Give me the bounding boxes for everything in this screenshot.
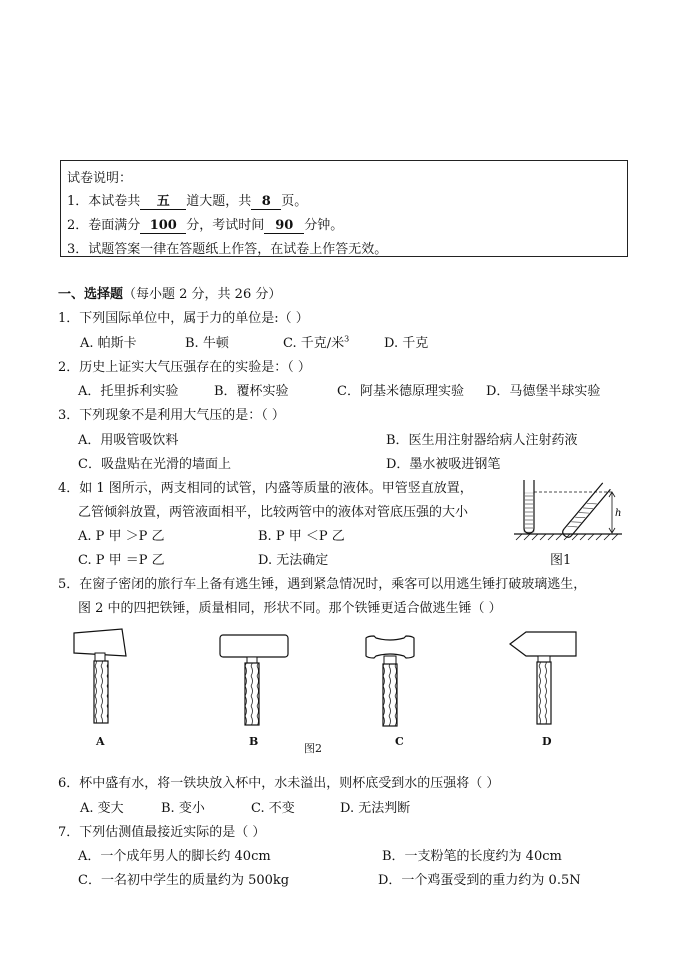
figure-2-caption: 图2 bbox=[304, 742, 322, 755]
exam-time-value: 90 bbox=[264, 219, 304, 234]
question-1-stem: 1．下列国际单位中，属于力的单位是:（ ） bbox=[58, 311, 309, 326]
figure-1-caption: 图1 bbox=[550, 553, 572, 568]
q6-option-c: C. 不变 bbox=[251, 801, 295, 816]
q2-option-d: D．马德堡半球实验 bbox=[486, 384, 601, 399]
q6-option-b: B. 变小 bbox=[161, 801, 205, 816]
total-pages-value: 8 bbox=[251, 195, 281, 210]
hammer-d bbox=[510, 632, 576, 724]
full-score-value: 100 bbox=[140, 219, 186, 234]
q1-option-c: C. 千克/米$^3$ bbox=[283, 334, 350, 351]
question-5-stem-line-1: 5．在窗子密闭的旅行车上备有逃生锤，遇到紧急情况时，乘客可以用逃生锤打破玻璃逃生， bbox=[58, 577, 587, 592]
notice-line-1: 1．本试卷共 五 道大题，共 8 页。 bbox=[67, 194, 308, 209]
question-4-stem-line-2: 乙管倾斜放置，两管液面相平，比较两管中的液体对管底压强的大小 bbox=[78, 505, 469, 520]
question-2-stem: 2．历史上证实大气压强存在的实验是：（ ） bbox=[58, 360, 311, 375]
q2-option-b: B．覆杯实验 bbox=[214, 384, 289, 399]
q7-option-c: C．一名初中学生的质量约为 500kg bbox=[78, 873, 290, 888]
question-6-stem: 6．杯中盛有水，将一铁块放入杯中，水未溢出，则杯底受到水的压强将（ ） bbox=[58, 776, 500, 791]
q7-option-b: B．一支粉笔的长度约为 40cm bbox=[382, 849, 562, 864]
vertical-tube bbox=[524, 480, 534, 533]
q1-option-d: D. 千克 bbox=[384, 336, 429, 351]
hammer-b-label: B bbox=[249, 735, 259, 748]
q3-option-b: B．医生用注射器给病人注射药液 bbox=[386, 433, 578, 448]
hammer-a bbox=[74, 629, 126, 723]
q4-option-a: A. P 甲 ＞P 乙 bbox=[78, 529, 165, 544]
figure-1-test-tubes bbox=[508, 476, 626, 544]
q3-option-c: C．吸盘贴在光滑的墙面上 bbox=[78, 457, 231, 472]
question-3-stem: 3．下列现象不是利用大气压的是：（ ） bbox=[58, 408, 285, 423]
q6-option-a: A. 变大 bbox=[80, 801, 124, 816]
hammer-c bbox=[366, 636, 414, 726]
q1-option-b: B. 牛顿 bbox=[185, 336, 229, 351]
q2-option-c: C．阿基米德原理实验 bbox=[337, 384, 464, 399]
hammer-a-label: A bbox=[96, 735, 105, 748]
q7-option-a: A．一个成年男人的脚长约 40cm bbox=[78, 849, 271, 864]
total-sections-value: 五 bbox=[140, 195, 186, 210]
section-heading: 一、选择题（每小题 2 分，共 26 分） bbox=[58, 287, 282, 302]
q3-option-a: A．用吸管吸饮料 bbox=[78, 433, 179, 448]
q1-option-a: A. 帕斯卡 bbox=[80, 336, 137, 351]
q4-option-b: B. P 甲 ＜P 乙 bbox=[258, 529, 345, 544]
q4-option-d: D. 无法确定 bbox=[258, 553, 329, 568]
height-label: h bbox=[615, 508, 622, 519]
q4-option-c: C. P 甲 ＝P 乙 bbox=[78, 553, 165, 568]
q3-option-d: D．墨水被吸进钢笔 bbox=[386, 457, 501, 472]
figure-2-hammers bbox=[64, 626, 600, 756]
hammer-b bbox=[220, 635, 288, 725]
notice-line-2: 2．卷面满分 100 分，考试时间 90 分钟。 bbox=[67, 218, 344, 233]
question-7-stem: 7．下列估测值最接近实际的是（ ） bbox=[58, 825, 266, 840]
tilted-tube bbox=[561, 483, 610, 539]
notice-line-3: 3．试题答案一律在答题纸上作答，在试卷上作答无效。 bbox=[67, 242, 388, 257]
question-5-stem-line-2: 图 2 中的四把铁锤，质量相同，形状不同。那个铁锤更适合做逃生锤（ ） bbox=[78, 601, 502, 616]
hammer-d-label: D bbox=[542, 735, 552, 748]
q2-option-a: A．托里拆利实验 bbox=[78, 384, 179, 399]
q7-option-d: D．一个鸡蛋受到的重力约为 0.5N bbox=[378, 873, 581, 888]
question-4-stem-line-1: 4．如 1 图所示，两支相同的试管，内盛等质量的液体。甲管竖直放置， bbox=[58, 481, 473, 496]
notice-title: 试卷说明： bbox=[67, 171, 133, 186]
hammer-c-label: C bbox=[395, 735, 404, 748]
q6-option-d: D. 无法判断 bbox=[340, 801, 411, 816]
exam-notice-box bbox=[60, 160, 628, 257]
